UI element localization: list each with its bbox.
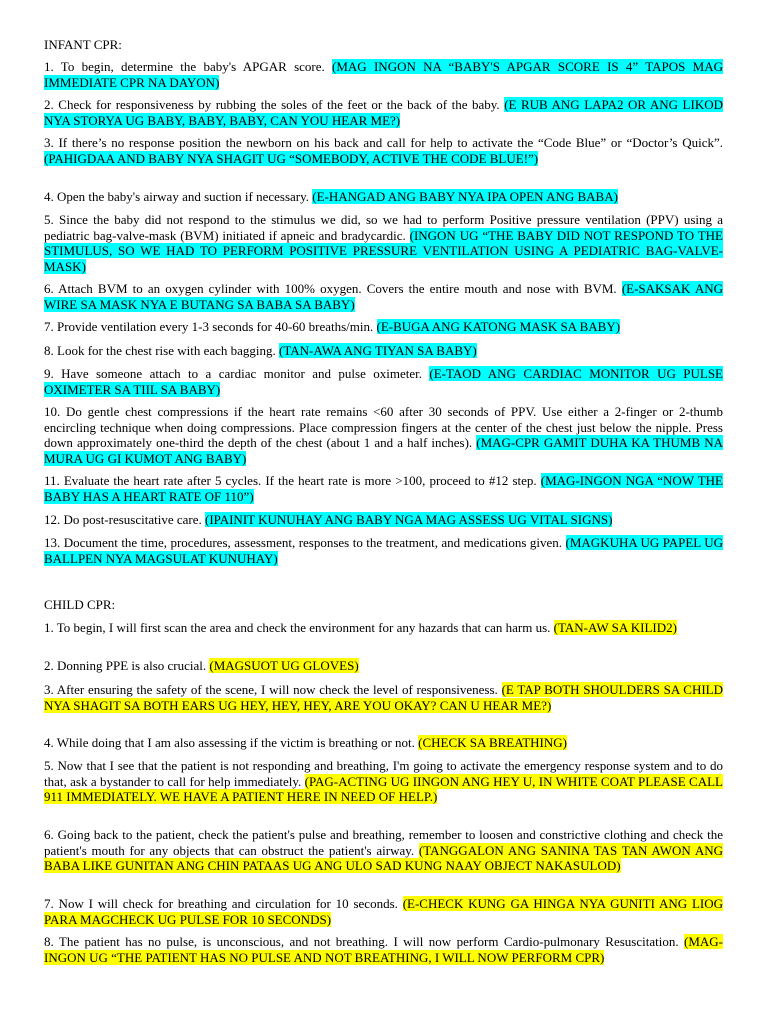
step-highlight: (E-BUGA ANG KATONG MASK SA BABY) — [376, 319, 621, 334]
infant-step-13 — [44, 535, 723, 566]
step-highlight: (TANGGALON ANG SANINA TAS TAN AWON ANG BABA LIKE GUNITAN ANG CHIN PATAAS UG ANG ULO SAD KUNG NAAY OBJECT NAKASULOD) — [44, 842, 724, 873]
step-highlight: (E-CHECK KUNG GA HINGA NYA GUNITI ANG LIOG PARA MAGCHECK UG PULSE FOR 10 SECONDS) — [44, 896, 723, 927]
child-step-6 — [44, 827, 723, 874]
infant-step-10 — [44, 404, 723, 466]
step-text: 12. Do post-resuscitative care. — [44, 512, 206, 527]
infant-step-12 — [44, 512, 723, 528]
step-text: 4. While doing that I am also assessing if the victim is breathing or not. — [44, 735, 419, 750]
step-text: 5. Since the baby did not respond to the stimulus we did, so we had to perform Positive pressure ventilation (PPV) using a pediatric bag-valve-mask (BVM) initiated if apneic and bradycardic. — [44, 212, 723, 243]
step-text: 1. To begin, I will first scan the area and check the environment for any hazards that can harm us. — [44, 620, 554, 635]
step-highlight: (MAG-INGON UG “THE PATIENT HAS NO PULSE AND NOT BREATHING, I WILL NOW PERFORM CPR) — [44, 934, 723, 965]
child-step-7 — [44, 896, 723, 927]
step-text: 10. Do gentle chest compressions if the heart rate remains <60 after 30 seconds of PPV. Use either a 2-finger or 2-thumb encircling technique when doing compressions. Place compression fingers at the center of the chest just below the nipple. Press down approximately one-third the depth of the chest (about 1 and a half inches). — [44, 404, 723, 450]
step-highlight: (MAG INGON NA “BABY'S APGAR SCORE IS 4” TAPOS MAG IMMEDIATE CPR NA DAYON) — [44, 59, 723, 90]
infant-step-5 — [44, 212, 723, 274]
step-text: 6. Attach BVM to an oxygen cylinder with 100% oxygen. Covers the entire mouth and nose with BVM. — [44, 281, 622, 296]
step-highlight: (MAG-INGON NGA “NOW THE BABY HAS A HEART RATE OF 110”) — [44, 473, 723, 504]
step-highlight: (INGON UG “THE BABY DID NOT RESPOND TO THE STIMULUS, SO WE HAD TO PERFORM POSITIVE PRESSURE VENTILATION USING A PEDIATRIC BAG-VALVE-MASK) — [44, 227, 723, 274]
step-highlight: (E TAP BOTH SHOULDERS SA CHILD NYA SHAGIT SA BOTH EARS UG HEY, HEY, HEY, ARE YOU OKAY? CAN U HEAR ME?) — [44, 682, 723, 713]
infant-step-2 — [44, 97, 723, 128]
infant-step-11 — [44, 473, 723, 504]
step-highlight: (CHECK SA BREATHING) — [418, 735, 567, 750]
infant-cpr-heading: INFANT CPR: — [44, 37, 122, 52]
step-text: 7. Provide ventilation every 1-3 seconds for 40-60 breaths/min. — [44, 319, 377, 334]
child-step-4 — [44, 735, 723, 751]
child-step-2 — [44, 658, 723, 674]
infant-step-6 — [44, 281, 723, 312]
step-highlight: (E-HANGAD ANG BABY NYA IPA OPEN ANG BABA) — [312, 189, 618, 204]
step-text: 4. Open the baby's airway and suction if necessary. — [44, 189, 313, 204]
step-text: 2. Check for responsiveness by rubbing the soles of the feet or the back of the baby. — [44, 97, 505, 112]
step-highlight: (IPAINIT KUNUHAY ANG BABY NGA MAG ASSESS UG VITAL SIGNS) — [205, 512, 613, 527]
step-highlight: (PAG-ACTING UG IINGON ANG HEY U, IN WHITE COAT PLEASE CALL 911 IMMEDIATELY. WE HAVE A PATIENT HERE IN NEED OF HELP.) — [44, 773, 724, 804]
step-text: 8. The patient has no pulse, is unconscious, and not breathing. I will now perform Cardio-pulmonary Resuscitation. — [44, 934, 684, 949]
step-text: 6. Going back to the patient, check the patient's pulse and breathing, remember to loosen and constrictive clothing and check the patient's mouth for any objects that can obstruct the patient's airway. — [44, 827, 723, 858]
step-text: 1. To begin, determine the baby's APGAR score. — [44, 59, 333, 74]
child-step-8 — [44, 934, 723, 965]
step-text: 11. Evaluate the heart rate after 5 cycles. If the heart rate is more >100, proceed to #12 step. — [44, 473, 541, 488]
step-text: 2. Donning PPE is also crucial. — [44, 658, 210, 673]
infant-step-8 — [44, 343, 723, 359]
child-cpr-heading: CHILD CPR: — [44, 597, 116, 612]
infant-step-9 — [44, 366, 723, 397]
step-highlight: (MAGSUOT UG GLOVES) — [209, 658, 359, 673]
step-text: 8. Look for the chest rise with each bagging. — [44, 343, 280, 358]
child-step-5 — [44, 758, 723, 805]
child-step-3 — [44, 682, 723, 713]
infant-step-3 — [44, 135, 723, 166]
step-text: 5. Now that I see that the patient is not responding and breathing, I'm going to activate the emergency response system and to do that, ask a bystander to call for help immediately. — [44, 758, 723, 789]
step-highlight: (E-SAKSAK ANG WIRE SA MASK NYA E BUTANG SA BABA SA BABY) — [44, 281, 723, 312]
step-highlight: (TAN-AWA ANG TIYAN SA BABY) — [279, 343, 477, 358]
infant-step-1 — [44, 59, 723, 90]
step-highlight: (MAGKUHA UG PAPEL UG BALLPEN NYA MAGSULAT KUNUHAY) — [44, 535, 724, 566]
step-highlight: (PAHIGDAA AND BABY NYA SHAGIT UG “SOMEBODY, ACTIVE THE CODE BLUE!”) — [44, 150, 539, 166]
step-highlight: (MAG-CPR GAMIT DUHA KA THUMB NA MURA UG GI KUMOT ANG BABY) — [44, 435, 723, 466]
step-text: 13. Document the time, procedures, assessment, responses to the treatment, and medications given. — [44, 535, 566, 550]
infant-step-7 — [44, 319, 723, 335]
step-highlight: (TAN-AW SA KILID2) — [553, 620, 677, 635]
step-text: 9. Have someone attach to a cardiac monitor and pulse oximeter. — [44, 366, 430, 381]
step-text: 3. If there’s no response position the newborn on his back and call for help to activate the “Code Blue” or “Doctor’s Quick”. — [44, 135, 723, 150]
step-text: 7. Now I will check for breathing and circulation for 10 seconds. — [44, 896, 403, 911]
step-highlight: (E-TAOD ANG CARDIAC MONITOR UG PULSE OXIMETER SA TIIL SA BABY) — [44, 366, 723, 397]
infant-step-4 — [44, 189, 723, 205]
step-highlight: (E RUB ANG LAPA2 OR ANG LIKOD NYA STORYA UG BABY, BABY, BABY, CAN YOU HEAR ME?) — [44, 97, 723, 128]
step-text: 3. After ensuring the safety of the scene, I will now check the level of responsiveness. — [44, 682, 502, 697]
child-step-1 — [44, 620, 723, 636]
